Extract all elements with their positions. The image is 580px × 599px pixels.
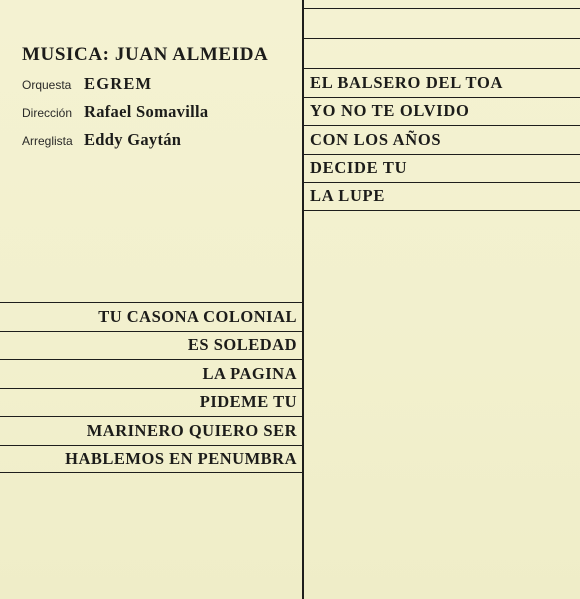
credit-label: Dirección [22,106,73,120]
credit-orquesta [22,74,292,102]
track-item: DECIDE TU [302,154,580,183]
credit-direccion [22,102,292,130]
credit-arreglista [22,130,292,158]
track-item: TU CASONA COLONIAL [0,302,303,331]
tracklist-spacer-row [302,38,580,68]
track-item: PIDEME TU [0,388,303,417]
tracklist-spacer-row [302,8,580,38]
credit-value: Eddy Gaytán [84,130,182,149]
credits-block [22,44,292,158]
tracklist-side-a [0,302,303,473]
track-item: YO NO TE OLVIDO [302,97,580,126]
credit-label: Arreglista [22,134,73,148]
track-item: ES SOLEDAD [0,331,303,360]
track-item: LA PAGINA [0,359,303,388]
credits-title: MUSICA: JUAN ALMEIDA [22,44,269,65]
credit-label: Orquesta [22,78,72,92]
tracklist-side-b [302,8,580,211]
track-item: CON LOS AÑOS [302,125,580,154]
track-item: MARINERO QUIERO SER [0,416,303,445]
credit-value: Rafael Somavilla [84,102,209,121]
track-item: EL BALSERO DEL TOA [302,68,580,97]
track-item: HABLEMOS EN PENUMBRA [0,445,303,474]
credit-value: EGREM [84,74,153,93]
track-item: LA LUPE [302,182,580,211]
